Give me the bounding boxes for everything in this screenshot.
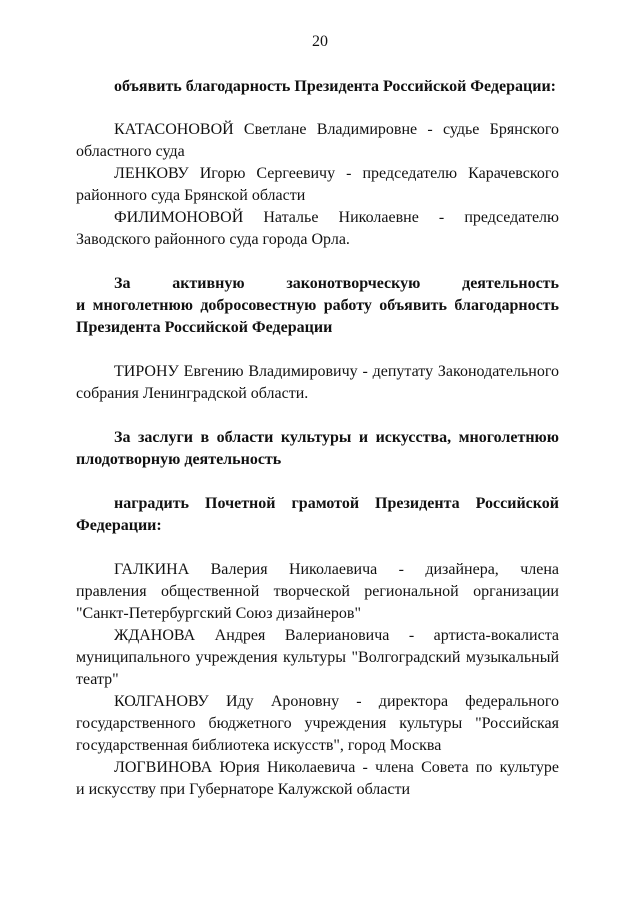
heading-line: За активную законотворческую деятельность bbox=[114, 275, 559, 292]
list-item-line: областного суда bbox=[76, 143, 185, 160]
list-item-line: государственная библиотека искусств", город Москва bbox=[76, 737, 442, 754]
list-item bbox=[76, 207, 559, 251]
award-heading bbox=[76, 493, 559, 537]
list-item-line: собрания Ленинградской области. bbox=[76, 385, 309, 402]
list-item bbox=[76, 757, 559, 801]
list-item-line: театр" bbox=[76, 671, 119, 688]
list-item-line: районного суда Брянской области bbox=[76, 187, 306, 204]
heading-line: наградить Почетной грамотой Президента Российской bbox=[114, 495, 559, 512]
list-item-line: правления общественной творческой региональной организации bbox=[76, 583, 559, 600]
list-item bbox=[76, 361, 559, 405]
heading-line: Президента Российской Федерации bbox=[76, 319, 333, 336]
list-item bbox=[76, 119, 559, 163]
section-heading-culture bbox=[76, 427, 559, 471]
list-item-line: ФИЛИМОНОВОЙ Наталье Николаевне - председателю bbox=[114, 209, 559, 226]
list-item bbox=[76, 691, 559, 757]
list-item-line: "Санкт-Петербургский Союз дизайнеров" bbox=[76, 605, 361, 622]
list-item-line: ЛОГВИНОВА Юрия Николаевича - члена Совета по культуре bbox=[114, 759, 559, 776]
section-heading-lawmaking bbox=[76, 273, 559, 339]
list-item bbox=[76, 163, 559, 207]
list-item-line: КАТАСОНОВОЙ Светлане Владимировне - судье Брянского bbox=[114, 121, 559, 138]
heading-line: и многолетнюю добросовестную работу объявить благодарность bbox=[76, 297, 559, 314]
list-item bbox=[76, 559, 559, 625]
list-item-line: муниципального учреждения культуры "Волгоградский музыкальный bbox=[76, 649, 559, 666]
list-item-line: ЖДАНОВА Андрея Валериановича - артиста-вокалиста bbox=[114, 627, 559, 644]
heading-line: плодотворную деятельность bbox=[76, 451, 282, 468]
page-number: 20 bbox=[312, 33, 328, 50]
list-item-line: ГАЛКИНА Валерия Николаевича - дизайнера, члена bbox=[114, 561, 559, 578]
list-item-line: государственного бюджетного учреждения культуры "Российская bbox=[76, 715, 559, 732]
document-body bbox=[76, 76, 559, 801]
section-heading-gratitude: объявить благодарность Президента Российской Федерации: bbox=[114, 78, 556, 95]
heading-line: За заслуги в области культуры и искусства, многолетнюю bbox=[114, 429, 559, 446]
list-item-line: ЛЕНКОВУ Игорю Сергеевичу - председателю Карачевского bbox=[114, 165, 559, 182]
list-item bbox=[76, 625, 559, 691]
list-item-line: и искусству при Губернаторе Калужской области bbox=[76, 781, 411, 798]
heading-line: Федерации: bbox=[76, 517, 162, 534]
list-item-line: ТИРОНУ Евгению Владимировичу - депутату Законодательного bbox=[114, 363, 559, 380]
list-item-line: Заводского районного суда города Орла. bbox=[76, 231, 350, 248]
list-item-line: КОЛГАНОВУ Иду Ароновну - директора федерального bbox=[114, 693, 559, 710]
